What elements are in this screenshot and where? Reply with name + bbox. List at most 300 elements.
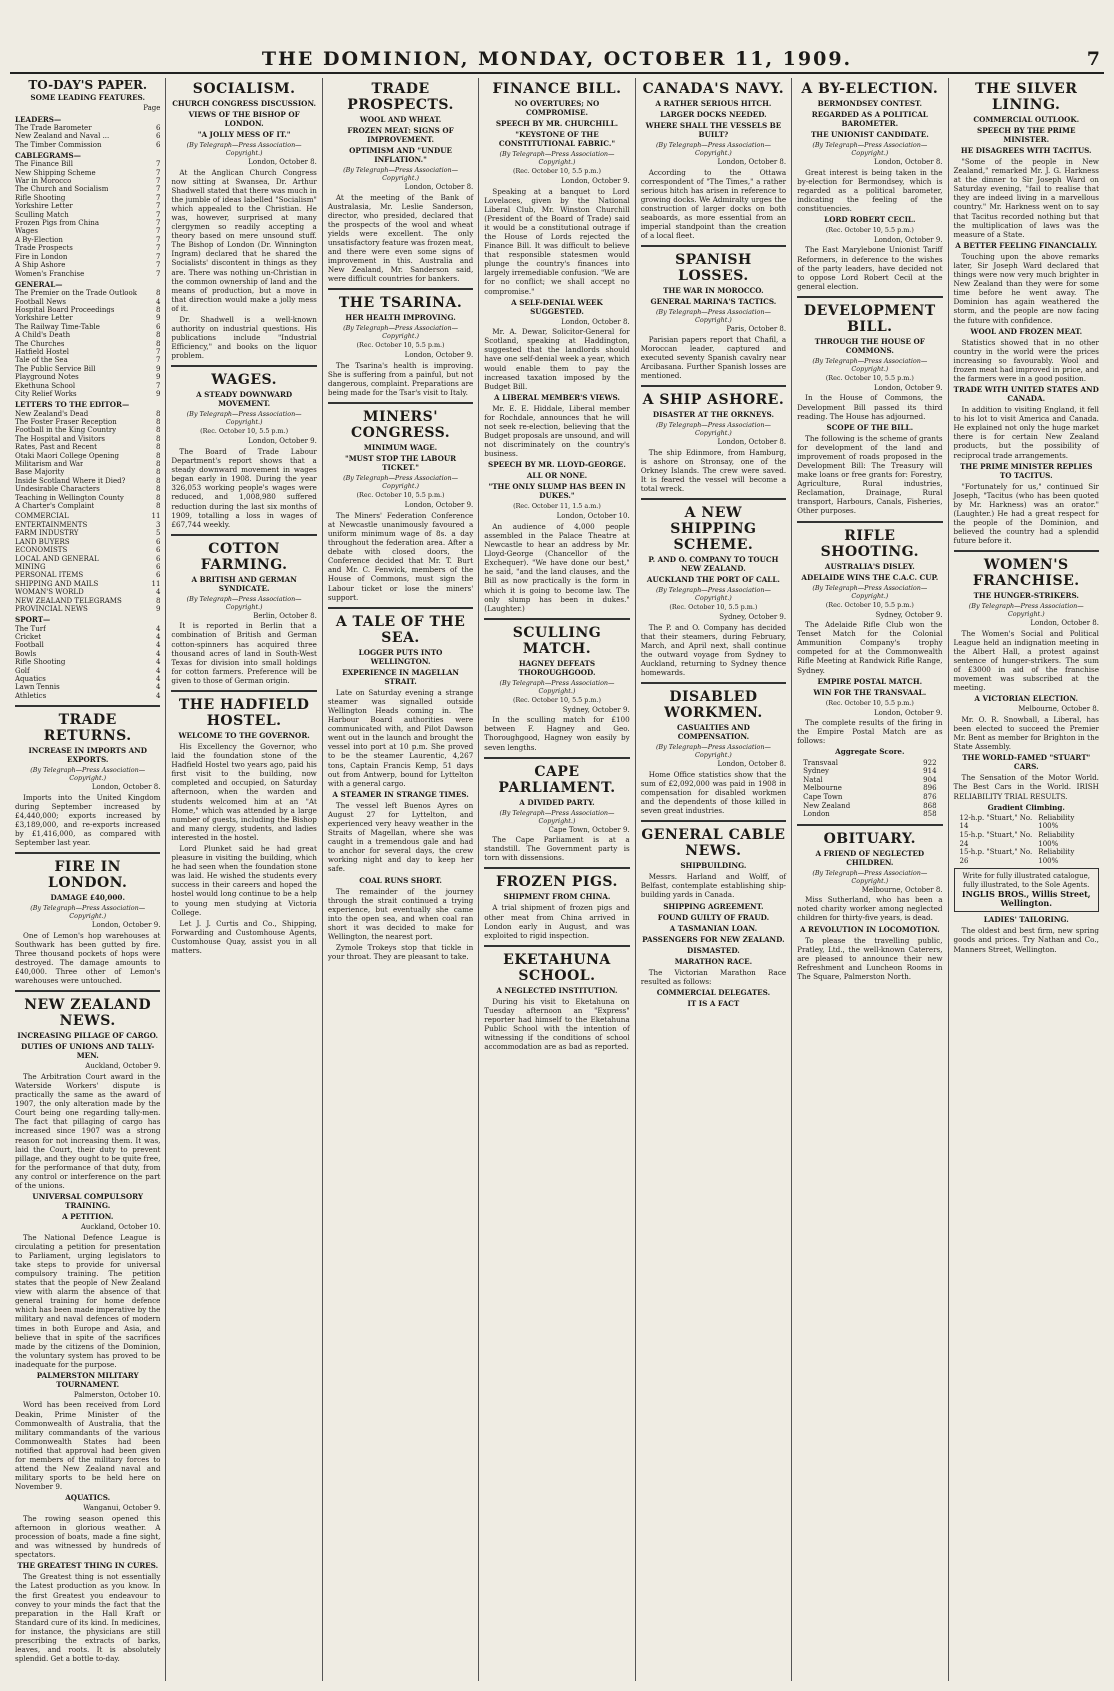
index-row bbox=[15, 650, 160, 658]
dateline: Sydney, October 9. bbox=[719, 613, 787, 622]
index-row bbox=[15, 194, 160, 202]
index-item-label: ECONOMISTS bbox=[15, 546, 68, 555]
index-item-label: ENTERTAINMENTS bbox=[15, 520, 88, 529]
article-subhead: AUSTRALIA'S DISLEY. bbox=[824, 561, 915, 571]
dateline: London, October 8. bbox=[91, 783, 161, 792]
index-row bbox=[15, 160, 160, 168]
press-credit: (By Telegraph—Press Association—Copyright.) bbox=[812, 583, 928, 600]
article-divider bbox=[15, 990, 160, 992]
index-item-page: 7 bbox=[155, 210, 161, 219]
index-row bbox=[15, 373, 160, 381]
index-row bbox=[15, 236, 160, 244]
index-item-label: The Hospital and Visitors bbox=[15, 434, 105, 443]
article-headline: FINANCE BILL. bbox=[492, 81, 622, 97]
dateline: London, October 8. bbox=[561, 317, 630, 326]
index-item-page: 7 bbox=[155, 185, 161, 194]
dateline: Wanganui, October 9. bbox=[83, 1504, 161, 1513]
article-subhead: A DIVIDED PARTY. bbox=[519, 797, 595, 807]
index-item-label: The Railway Time-Table bbox=[15, 322, 100, 331]
column-2 bbox=[166, 78, 322, 1681]
article-subhead: IT IS A FACT bbox=[687, 998, 740, 1008]
article-subhead: INCREASING PILLAGE OF CARGO. bbox=[17, 1031, 159, 1041]
article-subhead: THE HUNGER-STRIKERS. bbox=[973, 591, 1079, 601]
ad-advertiser: INGLIS BROS., Willis Street, Wellington. bbox=[961, 889, 1091, 909]
article-subhead: A REVOLUTION IN LOCOMOTION. bbox=[799, 924, 940, 934]
index-row bbox=[15, 390, 160, 398]
index-row bbox=[15, 546, 160, 554]
index-row bbox=[15, 529, 160, 537]
index-item-label: LOCAL AND GENERAL bbox=[15, 554, 99, 563]
table-label: Natal bbox=[803, 775, 823, 784]
dateline: Melbourne, October 8. bbox=[861, 885, 943, 894]
article-body: Touching upon the above remarks later, Sir Joseph Ward declared that things were now very much brighter in New Zealand than they were for some time before he went away. The Dominion has again weathered the storm, and the people are now facing the future with confidence. bbox=[953, 251, 1099, 325]
index-item-label: Yorkshire Letter bbox=[15, 202, 73, 211]
article-subhead: A TASMANIAN LOAN. bbox=[669, 923, 758, 933]
received-time: (Rec. October 10, 5.5 p.m.) bbox=[825, 698, 914, 707]
index-row bbox=[15, 580, 160, 588]
received-time: (Rec. October 11, 1.5 a.m.) bbox=[513, 502, 601, 511]
index-item-label: New Zealand's Dead bbox=[15, 409, 89, 418]
dateline: Sydney, October 9. bbox=[875, 610, 943, 619]
page-head-label: Page bbox=[143, 104, 161, 113]
article-subhead: MARATHON RACE. bbox=[674, 956, 753, 966]
index-item-page: 5 bbox=[155, 529, 161, 538]
index-item-label: Football News bbox=[15, 297, 66, 306]
article-subhead: "KEYSTONE OF THE CONSTITUTIONAL FABRIC." bbox=[498, 130, 616, 148]
article-subhead: HAGNEY DEFEATS THOROUGHGOOD. bbox=[518, 658, 596, 677]
article-subhead: LADIES' TAILORING. bbox=[983, 915, 1069, 925]
article-body: Home Office statistics show that the sum of £2,092,000 was paid in 1908 in compensation for disabled workmen and the dependents of those killed in seven great industries. bbox=[640, 769, 787, 816]
index-item-label: The Church and Socialism bbox=[15, 185, 109, 194]
index-group-name: LEADERS— bbox=[15, 114, 62, 124]
article-subhead: THROUGH THE HOUSE OF COMMONS. bbox=[814, 336, 925, 355]
press-credit: (By Telegraph—Press Association—Copyright.) bbox=[655, 308, 771, 325]
index-row bbox=[15, 270, 160, 278]
index-item-page: 4 bbox=[155, 675, 161, 683]
article-subhead: LOGGER PUTS INTO WELLINGTON. bbox=[358, 647, 443, 666]
article-divider bbox=[484, 618, 629, 620]
index-item-page: 8 bbox=[155, 460, 161, 469]
index-item-label: The Finance Bill bbox=[15, 160, 73, 169]
dateline: London, October 9. bbox=[404, 351, 474, 360]
index-row bbox=[15, 675, 160, 683]
dateline: London, October 9. bbox=[873, 383, 943, 392]
article-headline: WAGES. bbox=[211, 372, 278, 389]
dateline: Auckland, October 10. bbox=[80, 1223, 161, 1232]
index-group bbox=[15, 115, 160, 149]
article-divider bbox=[954, 550, 1099, 552]
article-headline: EKETAHUNA SCHOOL. bbox=[503, 951, 611, 984]
press-credit: (By Telegraph—Press Association—Copyright.) bbox=[968, 602, 1084, 619]
article-subhead: THE UNIONIST CANDIDATE. bbox=[810, 130, 929, 139]
index-item-page: 7 bbox=[155, 193, 161, 202]
dateline: Palmerston, October 10. bbox=[73, 1390, 161, 1399]
article-subhead: CASUALTIES AND COMPENSATION. bbox=[676, 723, 750, 742]
index-item-label: Women's Franchise bbox=[15, 269, 85, 278]
press-credit: (By Telegraph—Press Association—Copyright.) bbox=[655, 141, 771, 157]
article-subhead: ALL OR NONE. bbox=[526, 471, 588, 481]
index-item-page: 8 bbox=[155, 426, 161, 435]
index-item-label: The Foster Fraser Reception bbox=[15, 418, 117, 427]
index-item-label: FARM INDUSTRY bbox=[15, 529, 79, 538]
index-item-page: 4 bbox=[155, 691, 161, 700]
index-item-page: 6 bbox=[155, 546, 161, 555]
index-item-label: SHIPPING AND MAILS bbox=[15, 579, 99, 588]
article-body: Mr. A. Dewar, Solicitor-General for Scotland, speaking at Haddington, suggested that the landlords should have one self-denial week a year, which would enable them to pay the increased taxation imposed by the Budget Bill. bbox=[484, 327, 630, 391]
table-value: 858 bbox=[923, 810, 937, 819]
table-label: Cape Town bbox=[803, 792, 843, 801]
index-item-page: 7 bbox=[155, 261, 161, 270]
index-item-page: 8 bbox=[155, 493, 161, 502]
article-divider bbox=[641, 245, 786, 247]
article-subhead: WOOL AND FROZEN MEAT. bbox=[970, 326, 1083, 336]
index-item-page: 7 bbox=[155, 168, 161, 177]
article-body: The Arbitration Court award in the Waterside Workers' dispute is practically the same as the award of 1907, the only alteration made by the Court being one regarding tally-men. The fact that pillaging of cargo has increased since 1907 was a strong reason for not increasing them. It was, laid the Court, their duty to prevent pillage, and they ought to be quite free, for the performance of that duty, from any control or interference on the part of the unions. bbox=[15, 1071, 161, 1190]
table-label: 15-h.p. "Stuart," No. 26 bbox=[959, 848, 1033, 865]
article-subhead: WIN FOR THE TRANSVAAL. bbox=[813, 687, 927, 697]
index-row bbox=[15, 298, 160, 306]
article-body: His Excellency the Governor, who laid the foundation stone of the Hadfield Hostel two years ago, paid his first visit to the building, now completed and occupied, on Saturday afternoon, when the warden and students welcomed him at an "At Home," which was attended by a large number of guests, including the Bishop and many clergy, students, and ladies interested in the hostel. bbox=[171, 741, 317, 842]
article-subhead: THE PRIME MINISTER REPLIES TO TACITUS. bbox=[960, 461, 1093, 480]
page-number: 7 bbox=[1086, 48, 1100, 70]
article-headline: SCULLING MATCH. bbox=[512, 624, 602, 657]
masthead-title: THE DOMINION, MONDAY, OCTOBER 11, 1909. bbox=[261, 48, 853, 70]
index-row bbox=[15, 633, 160, 641]
article-headline: RIFLE SHOOTING. bbox=[820, 527, 919, 560]
index-row bbox=[15, 502, 160, 510]
received-time: (Rec. October 10, 5.5 p.m.) bbox=[356, 491, 445, 500]
index-item-page: 4 bbox=[155, 624, 161, 633]
results-table bbox=[797, 747, 942, 818]
index-row bbox=[15, 382, 160, 390]
article-subhead: DAMAGE £40,000. bbox=[50, 893, 125, 903]
index-item-label: The Churches bbox=[15, 339, 65, 348]
index-row bbox=[15, 314, 160, 322]
dateline: London, October 10. bbox=[556, 512, 630, 521]
article-body: Mr. E. E. Hiddale, Liberal member for Rochdale, announces that he will not seek re-election, believing that the Budget proposals are unsound, and will not discriminately on the country's business. bbox=[484, 403, 630, 459]
index-item-page: 7 bbox=[155, 160, 161, 169]
article-body: In the House of Commons, the Development Bill passed its third reading. The House has adjourned. bbox=[797, 393, 943, 421]
article-body: The Cape Parliament is at a standstill. The Government party is torn with dissensions. bbox=[484, 835, 630, 863]
column-5 bbox=[636, 78, 792, 1681]
dateline: London, October 9. bbox=[248, 437, 317, 446]
table-value: Reliability 100% bbox=[1038, 813, 1075, 831]
table-value: Reliability 100% bbox=[1038, 848, 1075, 865]
index-item-label: Aquatics bbox=[15, 675, 46, 683]
index-item-page: 11 bbox=[151, 512, 161, 521]
article-subhead: "A JOLLY MESS OF IT." bbox=[197, 130, 291, 139]
index-row bbox=[15, 605, 160, 613]
index-item-label: Football in the King Country bbox=[15, 426, 117, 435]
article-subhead: THE WAR IN MOROCCO. bbox=[663, 286, 764, 296]
index-group-name: GENERAL— bbox=[15, 279, 63, 289]
press-credit: (By Telegraph—Press Association—Copyright.) bbox=[812, 356, 928, 373]
article-divider bbox=[797, 521, 942, 523]
index-row bbox=[15, 132, 160, 140]
table-title: Aggregate Score. bbox=[835, 747, 905, 757]
index-item-page: 8 bbox=[155, 418, 161, 427]
article-subhead: HE DISAGREES WITH TACITUS. bbox=[960, 146, 1092, 155]
dateline: London, October 9. bbox=[404, 501, 474, 510]
column-6 bbox=[792, 78, 948, 1681]
article-subhead: "THE ONLY SLUMP HAS BEEN IN DUKES." bbox=[488, 482, 626, 501]
table-value: Reliability 100% bbox=[1038, 830, 1075, 848]
article-headline: A SHIP ASHORE. bbox=[642, 392, 785, 409]
article-subhead: CHURCH CONGRESS DISCUSSION. bbox=[172, 99, 317, 108]
index-row bbox=[15, 348, 160, 356]
index-item-page: 6 bbox=[155, 123, 161, 132]
ad-text: Write for fully illustrated catalogue, fully illustrated, to the Sole Agents. bbox=[962, 872, 1090, 890]
article-body: One of Lemon's hop warehouses at Southwark has been gutted by fire. Three thousand pockets of hops were destroyed. The damage amounts to £40,000. Three other of Lemon's warehouses were untouched. bbox=[15, 930, 161, 986]
index-item-page: 8 bbox=[155, 409, 161, 418]
press-credit: (By Telegraph—Press Association—Copyright.) bbox=[186, 594, 302, 611]
index-row bbox=[15, 331, 160, 339]
column-7 bbox=[949, 78, 1104, 1681]
article-divider bbox=[328, 607, 473, 609]
dateline: London, October 8. bbox=[717, 158, 787, 166]
article-divider bbox=[328, 288, 473, 290]
table-label: Melbourne bbox=[803, 784, 842, 793]
index-item-page: 6 bbox=[155, 571, 161, 580]
masthead bbox=[10, 48, 1104, 72]
index-item-page: 3 bbox=[155, 520, 161, 529]
index-item-label: Wages bbox=[15, 227, 38, 236]
index-row bbox=[15, 494, 160, 502]
index-item-label: Otaki Maori College Opening bbox=[15, 451, 119, 460]
dateline: Berlin, October 8. bbox=[253, 611, 317, 620]
index-item-label: Hospital Board Proceedings bbox=[15, 305, 115, 314]
press-credit: (By Telegraph—Press Association—Copyright.) bbox=[812, 868, 928, 885]
index-row bbox=[15, 323, 160, 331]
press-credit: (By Telegraph—Press Association—Copyright.) bbox=[499, 678, 615, 695]
article-headline: FIRE IN LONDON. bbox=[47, 859, 128, 892]
article-subhead: THE WORLD-FAMED "STUART" CARS. bbox=[962, 753, 1091, 772]
column-1 bbox=[10, 78, 166, 1681]
columns bbox=[10, 78, 1104, 1681]
index-item-page: 8 bbox=[155, 468, 161, 477]
index-group bbox=[15, 512, 160, 613]
index-group bbox=[15, 151, 160, 278]
index-item-label: Ekethuna School bbox=[15, 381, 76, 390]
article-subhead: TRADE WITH UNITED STATES AND CANADA. bbox=[953, 385, 1099, 404]
table-row bbox=[954, 831, 1099, 848]
article-body: Dr. Shadwell is a well-known authority on industrial questions. His publications include "Industrial Efficiency," and books on the liquor problem. bbox=[171, 315, 317, 361]
index-item-page: 9 bbox=[155, 364, 161, 373]
index-row bbox=[15, 683, 160, 691]
article-subhead: PALMERSTON MILITARY TOURNAMENT. bbox=[36, 1370, 139, 1389]
article-subhead: NO OVERTURES; NO COMPROMISE. bbox=[514, 99, 600, 117]
index-item-label: Sculling Match bbox=[15, 210, 69, 219]
index-item-page: 11 bbox=[151, 579, 161, 588]
index-item-page: 6 bbox=[155, 537, 161, 546]
index-item-page: 8 bbox=[155, 476, 161, 485]
index-row bbox=[15, 477, 160, 485]
index-item-label: New Shipping Scheme bbox=[15, 168, 96, 177]
index-groups bbox=[15, 115, 160, 701]
table-value: 922 bbox=[923, 758, 937, 767]
dateline: Melbourne, October 8. bbox=[1018, 705, 1099, 714]
index-item-page: 6 bbox=[155, 140, 161, 149]
article-subhead: FROZEN MEAT: SIGNS OF IMPROVEMENT. bbox=[347, 126, 454, 144]
article-subhead: "MUST STOP THE LABOUR TICKET." bbox=[344, 454, 457, 473]
table-row bbox=[797, 776, 942, 785]
article-body: A trial shipment of frozen pigs and other meat from China arrived in London early in August, and was exploited to rigid inspection. bbox=[484, 903, 630, 940]
index-item-page: 9 bbox=[155, 373, 161, 382]
article-body: It is reported in Berlin that a combination of British and German cotton-spinners has acquired three thousand acres of land in South-West Texas for division into small holdings for cotton farmers. Preference will be given to those of German origin. bbox=[171, 621, 317, 685]
dateline: London, October 8. bbox=[1030, 619, 1099, 628]
received-time: (Rec. October 10, 5.5 p.m.) bbox=[669, 603, 758, 612]
article-body: Word has been received from Lord Deakin, Prime Minister of the Commonwealth of Australia, that the military commandants of the various Commonwealth States had been notified that approval had been given for members of the military forces to attend the New Zealand naval and military sports to be held here on November 9. bbox=[15, 1400, 161, 1492]
index-item-label: WOMAN'S WORLD bbox=[15, 588, 84, 597]
article-subhead: SHIPPING AGREEMENT. bbox=[663, 901, 764, 911]
dateline: London, October 8. bbox=[873, 158, 943, 166]
article-body: "Some of the people in New Zealand," remarked Mr. J. G. Harkness at the dinner to Sir Joseph Ward on Saturday evening, "fail to realise that they are indeed living in a marvellous country." Mr. Harkness went on to say that Tacitus recorded nothing but that the multiplication of laws was the measure of a State. bbox=[953, 157, 1099, 239]
article-body: Statistics showed that in no other country in the world were the prices increasing so favourably. Wool and frozen meat had improved in price, and the farmers were in a good position. bbox=[953, 337, 1099, 383]
article-subhead: EXPERIENCE IN MAGELLAN STRAIT. bbox=[342, 667, 459, 686]
article-subhead: OPTIMISM AND "UNDUE INFLATION." bbox=[349, 146, 452, 164]
article-subhead: COMMERCIAL DELEGATES. bbox=[656, 987, 771, 997]
article-subhead: LORD ROBERT CECIL. bbox=[824, 214, 916, 224]
article-body: The complete results of the firing in the Empire Postal Match are as follows: bbox=[797, 718, 943, 746]
dateline: London, October 9. bbox=[561, 177, 630, 185]
article-body: Late on Saturday evening a strange steamer was signalled outside Wellington Heads coming in. The Harbour Board authorities were communicated with, and Pilot Dawson went out in the launch and brought the vessel into port at 10 p.m. She proved to be the steamer Laurentic, 4,267 tons, Captain Francis Kemp, 51 days out from Antwerp, bound for Lyttelton with a general cargo. bbox=[327, 687, 474, 788]
index-item-label: War in Morocco bbox=[15, 177, 72, 186]
press-credit: (By Telegraph—Press Association—Copyright.) bbox=[655, 743, 771, 760]
article-divider bbox=[15, 852, 160, 854]
article-body: The East Marylebone Unionist Tariff Reformers, in deference to the wishes of the party leaders, have decided not to oppose Lord Robert Cecil at the general election. bbox=[797, 245, 943, 291]
index-item-label: A By-Election bbox=[15, 235, 63, 244]
index-item-page: 8 bbox=[155, 451, 161, 460]
advertisement bbox=[954, 868, 1099, 912]
article-subhead: A VICTORIAN ELECTION. bbox=[974, 694, 1079, 704]
index-item-page: 7 bbox=[155, 244, 161, 253]
index-item-label: Undesirable Characters bbox=[15, 485, 100, 494]
article-subhead: COMMERCIAL OUTLOOK. bbox=[973, 115, 1080, 124]
article-body: The P. and O. Company has decided that their steamers, during February, March, and April next, shall continue the outward voyage from Sydney to Auckland, returning to Sydney thence homewards. bbox=[640, 622, 787, 678]
article-body: The following is the scheme of grants for development of the land and improvement of roads proposed in the Development Bill: The Treasury will make loans or free grants for: Forestry, Agriculture, Rural industries, Reclamation, Drainage, Rural transport, Harbours, Canals, Fisheries, Other purposes. bbox=[797, 433, 943, 516]
index-item-label: The Premier on the Trade Outlook bbox=[15, 289, 137, 298]
index-item-page: 9 bbox=[155, 390, 161, 398]
table-row bbox=[797, 784, 942, 793]
index-row bbox=[15, 141, 160, 149]
table-title: Gradient Climbing. bbox=[987, 802, 1065, 812]
press-credit: (By Telegraph—Press Association—Copyright.) bbox=[30, 904, 146, 921]
index-item-label: Rates, Past and Recent bbox=[15, 443, 97, 452]
index-row bbox=[15, 571, 160, 579]
press-credit: (By Telegraph—Press Association—Copyright.) bbox=[343, 474, 458, 491]
article-subhead: DISMASTED. bbox=[686, 945, 740, 955]
index-row bbox=[15, 521, 160, 529]
index-item-label: Bowls bbox=[15, 649, 37, 658]
article-subhead: A SELF-DENIAL WEEK SUGGESTED. bbox=[511, 297, 603, 316]
index-item-page: 8 bbox=[155, 485, 161, 494]
index-item-label: Base Majority bbox=[15, 468, 65, 477]
press-credit: (By Telegraph—Press Association—Copyright.) bbox=[655, 421, 771, 438]
index-item-page: 4 bbox=[155, 632, 161, 641]
index-row bbox=[15, 365, 160, 373]
index-item-page: 4 bbox=[155, 658, 161, 667]
index-item-page: 6 bbox=[155, 132, 161, 141]
index-item-page: 7 bbox=[155, 356, 161, 365]
article-subhead: A PETITION. bbox=[62, 1212, 114, 1222]
index-page-head bbox=[15, 104, 160, 112]
dateline: London, October 8. bbox=[717, 438, 787, 447]
index-row bbox=[15, 452, 160, 460]
article-divider bbox=[484, 757, 629, 759]
table-label: 15-h.p. "Stuart," No. 24 bbox=[959, 830, 1033, 848]
article-body: In the sculling match for £100 between F. Hagney and Geo. Thoroughgood, Hagney won easily by seven lengths. bbox=[484, 715, 630, 752]
index-item-page: 8 bbox=[155, 331, 161, 340]
index-row bbox=[15, 625, 160, 633]
results-table bbox=[954, 803, 1099, 866]
received-time: (Rec. October 10, 5.5 p.m.) bbox=[512, 167, 601, 175]
index-row bbox=[15, 485, 160, 493]
index-item-label: Golf bbox=[15, 666, 30, 675]
article-subhead: WOOL AND WHEAT. bbox=[359, 115, 442, 124]
index-row bbox=[15, 177, 160, 185]
article-body: The Women's Social and Political League held an indignation meeting in the Albert Hall, a protest against sentence of hunger-strikers. The sum of £3000 in aid of the franchise movement was subscribed at the meeting. bbox=[953, 628, 1099, 693]
article-subhead: UNIVERSAL COMPULSORY TRAINING. bbox=[32, 1192, 143, 1211]
index-item-label: Hatfield Hostel bbox=[15, 347, 69, 356]
index-item-page: 9 bbox=[155, 604, 161, 613]
table-value: 904 bbox=[923, 775, 937, 784]
table-label: 12-h.p. "Stuart," No. 14 bbox=[959, 813, 1033, 831]
received-time: (Rec. October 10, 5.5 p.m.) bbox=[356, 341, 445, 350]
index-item-page: 8 bbox=[155, 289, 161, 298]
index-item-label: Teaching in Wellington County bbox=[15, 493, 124, 502]
index-group-name: LETTERS TO THE EDITOR— bbox=[15, 400, 130, 410]
index-row bbox=[15, 460, 160, 468]
index-item-label: City Relief Works bbox=[15, 390, 77, 398]
article-headline: SPANISH LOSSES. bbox=[675, 252, 752, 285]
index-item-label: Athletics bbox=[15, 691, 47, 700]
article-subhead: INCREASE IN IMPORTS AND EXPORTS. bbox=[28, 746, 147, 765]
received-time: (Rec. October 10, 5.5 p.m.) bbox=[512, 695, 601, 704]
index-item-label: Trade Prospects bbox=[15, 244, 73, 253]
article-subhead: A STEAMER IN STRANGE TIMES. bbox=[332, 789, 469, 799]
article-headline: TRADE PROSPECTS. bbox=[347, 81, 454, 113]
index-group bbox=[15, 615, 160, 700]
table-value: 876 bbox=[923, 792, 937, 801]
index-item-label: A Ship Ashore bbox=[15, 261, 66, 270]
press-credit: (By Telegraph—Press Association—Copyright.) bbox=[812, 141, 928, 157]
article-headline: NEW ZEALAND NEWS. bbox=[24, 997, 152, 1030]
index-row bbox=[15, 211, 160, 219]
index-row bbox=[15, 289, 160, 297]
article-divider bbox=[641, 498, 786, 500]
article-subhead: P. AND O. COMPANY TO TOUCH NEW ZEALAND. bbox=[648, 555, 779, 574]
index-row bbox=[15, 435, 160, 443]
article-body: The rowing season opened this afternoon in glorious weather. A procession of boats, made a fine sight, and was witnessed by hundreds of spectators. bbox=[15, 1513, 161, 1560]
article-body: Imports into the United Kingdom during September increased by £4,440,000; exports increased by £3,189,000, and re-exports increased by £1,416,000, as compared with September last year. bbox=[15, 792, 161, 848]
article-subhead: HER HEALTH IMPROVING. bbox=[345, 313, 456, 323]
article-subhead: FOUND GUILTY OF FRAUD. bbox=[657, 912, 770, 922]
article-divider bbox=[484, 867, 629, 869]
index-item-page: 7 bbox=[155, 347, 161, 356]
index-item-page: 8 bbox=[155, 443, 161, 452]
table-label: New Zealand bbox=[803, 801, 851, 810]
article-headline: TRADE RETURNS. bbox=[43, 712, 132, 745]
article-headline: MINERS' CONGRESS. bbox=[350, 409, 451, 442]
index-row bbox=[15, 124, 160, 132]
dateline: London, October 8. bbox=[404, 183, 474, 191]
index-item-label: Inside Scotland Where it Died? bbox=[15, 476, 126, 485]
article-body: The vessel left Buenos Ayres on August 27 for Lyttelton, and experienced very heavy weather in the Straits of Magellan, where she was caught in a tremendous gale and had to anchor for several days, the crew working night and day to keep her safe. bbox=[327, 800, 474, 874]
article-body: Great interest is being taken in the by-election for Bermondsey, which is regarded as a political barometer, indicating the feeling of the constituencies. bbox=[797, 167, 943, 213]
table-row bbox=[797, 802, 942, 811]
table-row bbox=[954, 848, 1099, 865]
index-item-page: 6 bbox=[155, 322, 161, 331]
